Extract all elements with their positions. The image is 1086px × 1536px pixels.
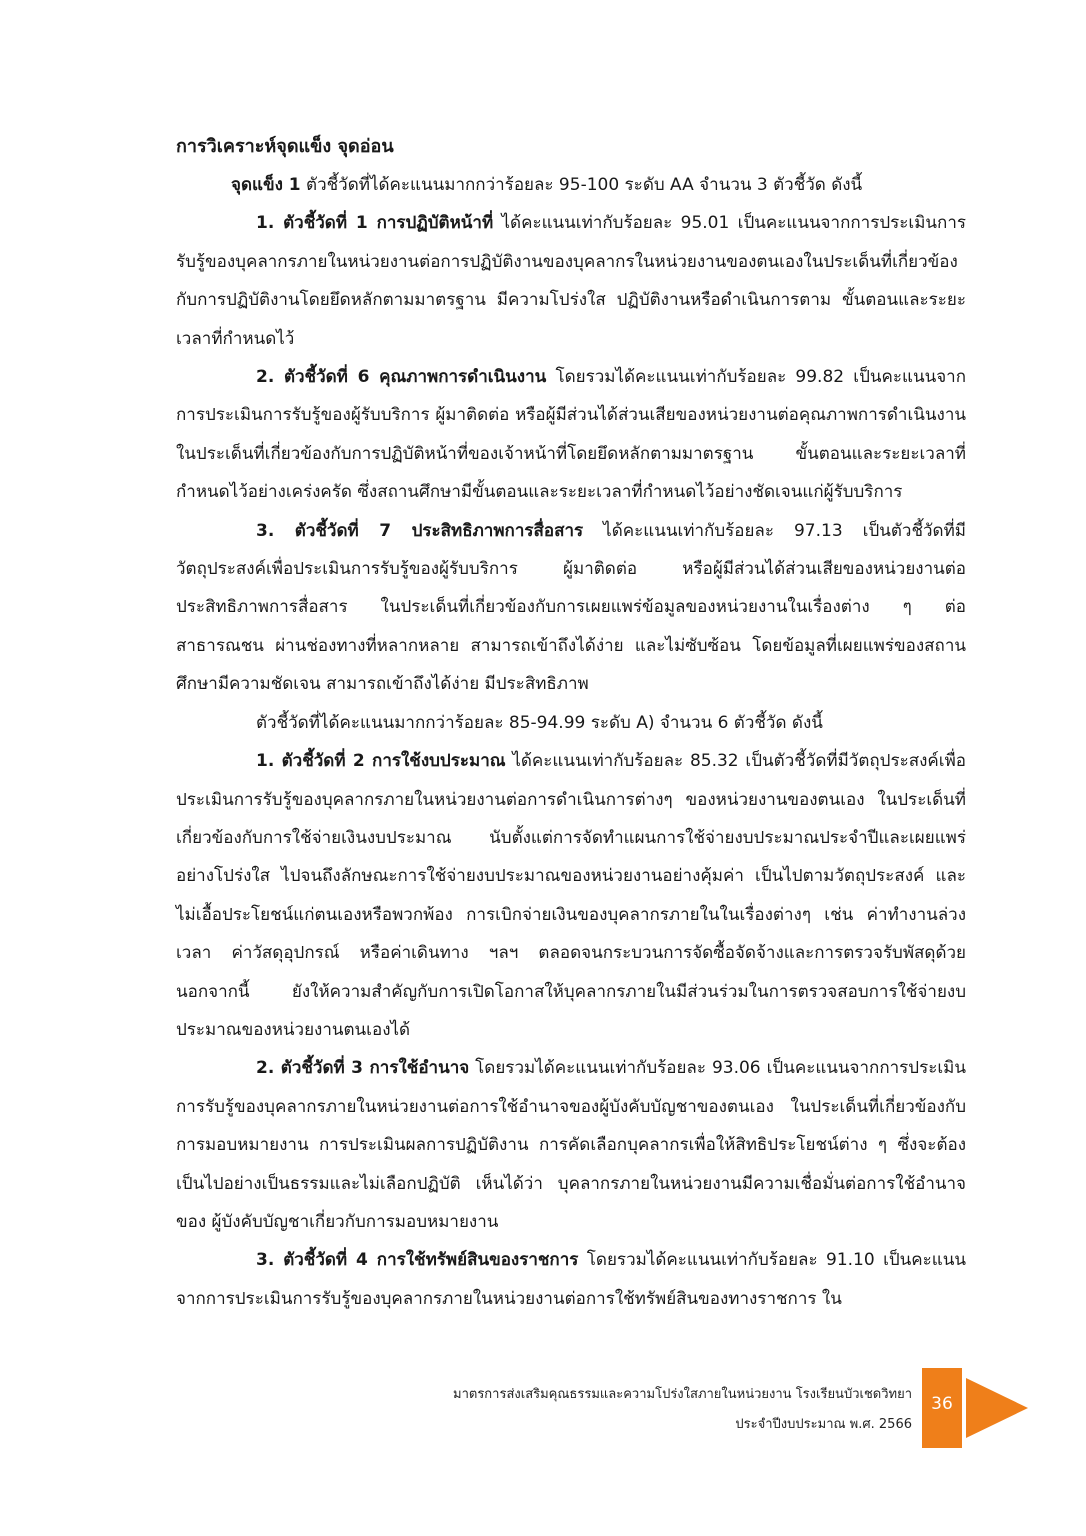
indicator-text: ได้คะแนนเท่ากับร้อยละ 85.32 เป็นตัวชี้วัดที่มีวัตถุประสงค์เพื่อประเมินการรับรู้ของบุคลากรภายในหน่วยงานต่อการดำเนินการต่างๆ ของหน่วยงานของตนเอง ในประเด็นที่เกี่ยวข้องกับการใช้จ่ายเงินงบประมาณ นับตั้งแต่การจัดทำแผนการใช้จ่ายงบประมาณประจำปีและเผยแพร่อย่างโปร่งใส ไปจนถึงลักษณะการใช้จ่ายงบประมาณของหน่วยงานอย่างคุ้มค่า เป็นไปตามวัตถุประสงค์ และไม่เอื้อประโยชน์แก่ตนเองหรือพวกพ้อง การเบิกจ่ายเงินของบุคลากรภายในในเรื่องต่างๆ เช่น ค่าทำงานล่วงเวลา ค่าวัสดุอุปกรณ์ หรือค่าเดินทาง ฯลฯ ตลอดจนกระบวนการจัดซื้อจัดจ้างและการตรวจรับพัสดุด้วย นอกจากนี้ ยังให้ความสำคัญกับการเปิดโอกาสให้บุคลากรภายในมีส่วนร่วมในการตรวจสอบการใช้จ่ายงบประมาณของหน่วยงานตนเองได้: [176, 751, 966, 1040]
strength-label: จุดแข็ง 1: [231, 175, 301, 195]
indicator-text: โดยรวมได้คะแนนเท่ากับร้อยละ 93.06 เป็นคะแนนจากการประเมินการรับรู้ของบุคลากรภายในหน่วยงานต่อการใช้อำนาจของผู้บังคับบัญชาของตนเอง ในประเด็นที่เกี่ยวข้องกับการมอบหมายงาน การประเมินผลการปฏิบัติงาน การคัดเลือกบุคลากรเพื่อให้สิทธิประโยชน์ต่าง ๆ ซึ่งจะต้อง เป็นไปอย่างเป็นธรรมและไม่เลือกปฏิบัติ เห็นได้ว่า บุคลากรภายในหน่วยงานมีความเชื่อมั่นต่อการใช้อำนาจของ ผู้บังคับบัญชาเกี่ยวกับการมอบหมายงาน: [176, 1058, 966, 1232]
indicator-text: ได้คะแนนเท่ากับร้อยละ 95.01 เป็นคะแนนจากการประเมินการรับรู้ของบุคลากรภายในหน่วยงานต่อการปฏิบัติงานของบุคลากรในหน่วยงานของตนเองในประเด็นที่เกี่ยวข้องกับการปฏิบัติงานโดยยึดหลักตามมาตรฐาน มีความโปร่งใส ปฏิบัติงานหรือดำเนินการตาม ขั้นตอนและระยะเวลาที่กำหนดไว้: [176, 213, 966, 349]
strength-intro: [176, 166, 966, 204]
footer-subtitle: ประจำปีงบประมาณ พ.ศ. 2566: [735, 1417, 912, 1432]
indicator-title: 2. ตัวชี้วัดที่ 6 คุณภาพการดำเนินงาน: [256, 367, 547, 388]
indicator-text: ได้คะแนนเท่ากับร้อยละ 97.13 เป็นตัวชี้วัดที่มีวัตถุประสงค์เพื่อประเมินการรับรู้ของผู้รับบริการ ผู้มาติดต่อ หรือผู้มีส่วนได้ส่วนเสียของหน่วยงานต่อประสิทธิภาพการสื่อสาร ในประเด็นที่เกี่ยวข้องกับการเผยแพร่ข้อมูลของหน่วยงานในเรื่องต่าง ๆ ต่อสาธารณชน ผ่านช่องทางที่หลากหลาย สามารถเข้าถึงได้ง่าย และไม่ซับซ้อน โดยข้อมูลที่เผยแพร่ของสถานศึกษามีความชัดเจน สามารถเข้าถึงได้ง่าย มีประสิทธิภาพ: [176, 520, 966, 695]
indicator-title: 3. ตัวชี้วัดที่ 7 ประสิทธิภาพการสื่อสาร: [256, 520, 584, 541]
indicator-title: 2. ตัวชี้วัดที่ 3 การใช้อำนาจ: [256, 1058, 470, 1079]
page-number: 36: [922, 1368, 962, 1448]
document-body: [176, 128, 966, 1318]
indicator-item: [176, 1049, 966, 1241]
indicator-item: [176, 742, 966, 1049]
strength-intro-text: ตัวชี้วัดที่ได้คะแนนมากกว่าร้อยละ 95-100 ระดับ AA จำนวน 3 ตัวชี้วัด ดังนี้: [300, 175, 863, 195]
section-heading: การวิเคราะห์จุดแข็ง จุดอ่อน: [176, 136, 394, 157]
indicator-item: [176, 204, 966, 358]
indicator-title: 3. ตัวชี้วัดที่ 4 การใช้ทรัพย์สินของราชการ: [256, 1250, 579, 1271]
indicator-item: [176, 512, 966, 704]
indicator-title: 1. ตัวชี้วัดที่ 2 การใช้งบประมาณ: [256, 751, 506, 772]
indicator-text: โดยรวมได้คะแนนเท่ากับร้อยละ 99.82 เป็นคะแนนจากการประเมินการรับรู้ของผู้รับบริการ ผู้มาติดต่อ หรือผู้มีส่วนได้ส่วนเสียของหน่วยงานต่อคุณภาพการดำเนินงานในประเด็นที่เกี่ยวข้องกับการปฏิบัติหน้าที่ของเจ้าหน้าที่โดยยึดหลักตามมาตรฐาน ขั้นตอนและระยะเวลาที่กำหนดไว้อย่างเคร่งครัด ซึ่งสถานศึกษามีขั้นตอนและระยะเวลาที่กำหนดไว้อย่างชัดเจนแก่ผู้รับบริการ: [176, 367, 966, 503]
indicator-text: โดยรวมได้คะแนนเท่ากับร้อยละ 91.10 เป็นคะแนนจากการประเมินการรับรู้ของบุคลากรภายในหน่วยงานต่อการใช้ทรัพย์สินของทางราชการ ใน: [176, 1250, 966, 1309]
indicator-item: [176, 358, 966, 512]
group2-intro: ตัวชี้วัดที่ได้คะแนนมากกว่าร้อยละ 85-94.99 ระดับ A) จำนวน 6 ตัวชี้วัด ดังนี้: [256, 712, 823, 733]
next-arrow-icon: [966, 1378, 1028, 1438]
indicator-item: [176, 1241, 966, 1318]
footer-title: มาตรการส่งเสริมคุณธรรมและความโปร่งใสภายในหน่วยงาน โรงเรียนบัวเชดวิทยา: [453, 1387, 912, 1402]
indicator-title: 1. ตัวชี้วัดที่ 1 การปฏิบัติหน้าที่: [256, 213, 494, 234]
page-footer: [380, 1380, 912, 1440]
